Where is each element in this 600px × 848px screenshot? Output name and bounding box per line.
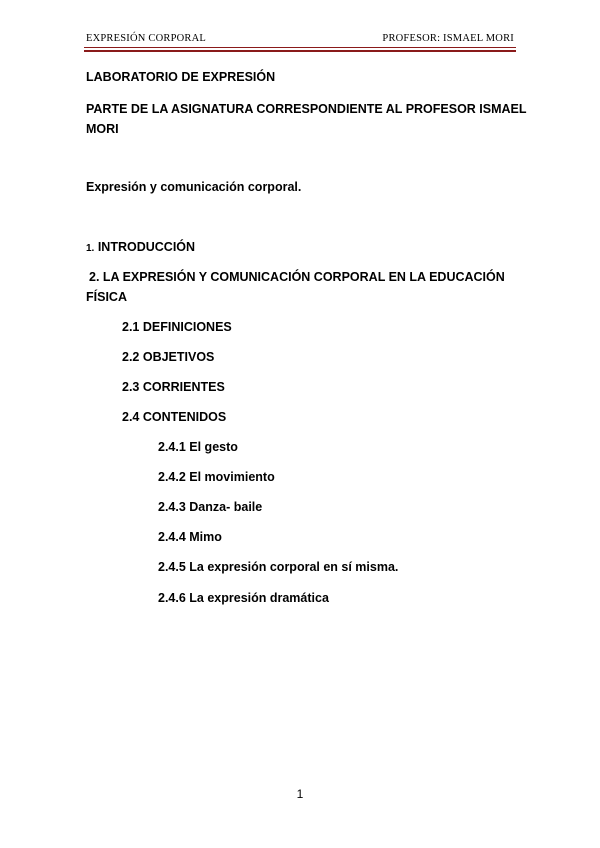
subsection-2-4: 2.4 CONTENIDOS xyxy=(122,410,227,424)
subsection-2-4-6: 2.4.6 La expresión dramática xyxy=(158,591,329,605)
header-rule-thick xyxy=(84,50,516,52)
header-left-title: EXPRESIÓN CORPORAL xyxy=(86,33,206,44)
subsection-2-4-2: 2.4.2 El movimiento xyxy=(158,470,275,484)
subsection-2-2: 2.2 OBJETIVOS xyxy=(122,350,215,364)
subsection-2-4-1: 2.4.1 El gesto xyxy=(158,440,238,454)
subsection-2-4-4: 2.4.4 Mimo xyxy=(158,530,222,544)
section-1-text: INTRODUCCIÓN xyxy=(97,240,196,254)
header-rule-thin xyxy=(84,47,516,48)
section-2-line2: FÍSICA xyxy=(86,290,127,304)
document-subtitle-line2: MORI xyxy=(86,122,119,136)
document-title: LABORATORIO DE EXPRESIÓN xyxy=(86,70,276,84)
page-number: 1 xyxy=(296,787,304,801)
subsection-2-3: 2.3 CORRIENTES xyxy=(122,380,225,394)
document-heading: Expresión y comunicación corporal. xyxy=(86,180,302,194)
header-right-author: PROFESOR: ISMAEL MORI xyxy=(382,33,514,44)
section-2-line1: 2. LA EXPRESIÓN Y COMUNICACIÓN CORPORAL EN LA EDUCACIÓN xyxy=(89,270,505,284)
subsection-2-1: 2.1 DEFINICIONES xyxy=(122,320,232,334)
section-1 xyxy=(86,240,195,254)
subsection-2-4-3: 2.4.3 Danza- baile xyxy=(158,500,263,514)
section-1-number: 1. xyxy=(86,243,95,254)
subsection-2-4-5: 2.4.5 La expresión corporal en sí misma. xyxy=(158,560,399,574)
document-subtitle-line1: PARTE DE LA ASIGNATURA CORRESPONDIENTE AL PROFESOR ISMAEL xyxy=(86,102,527,116)
